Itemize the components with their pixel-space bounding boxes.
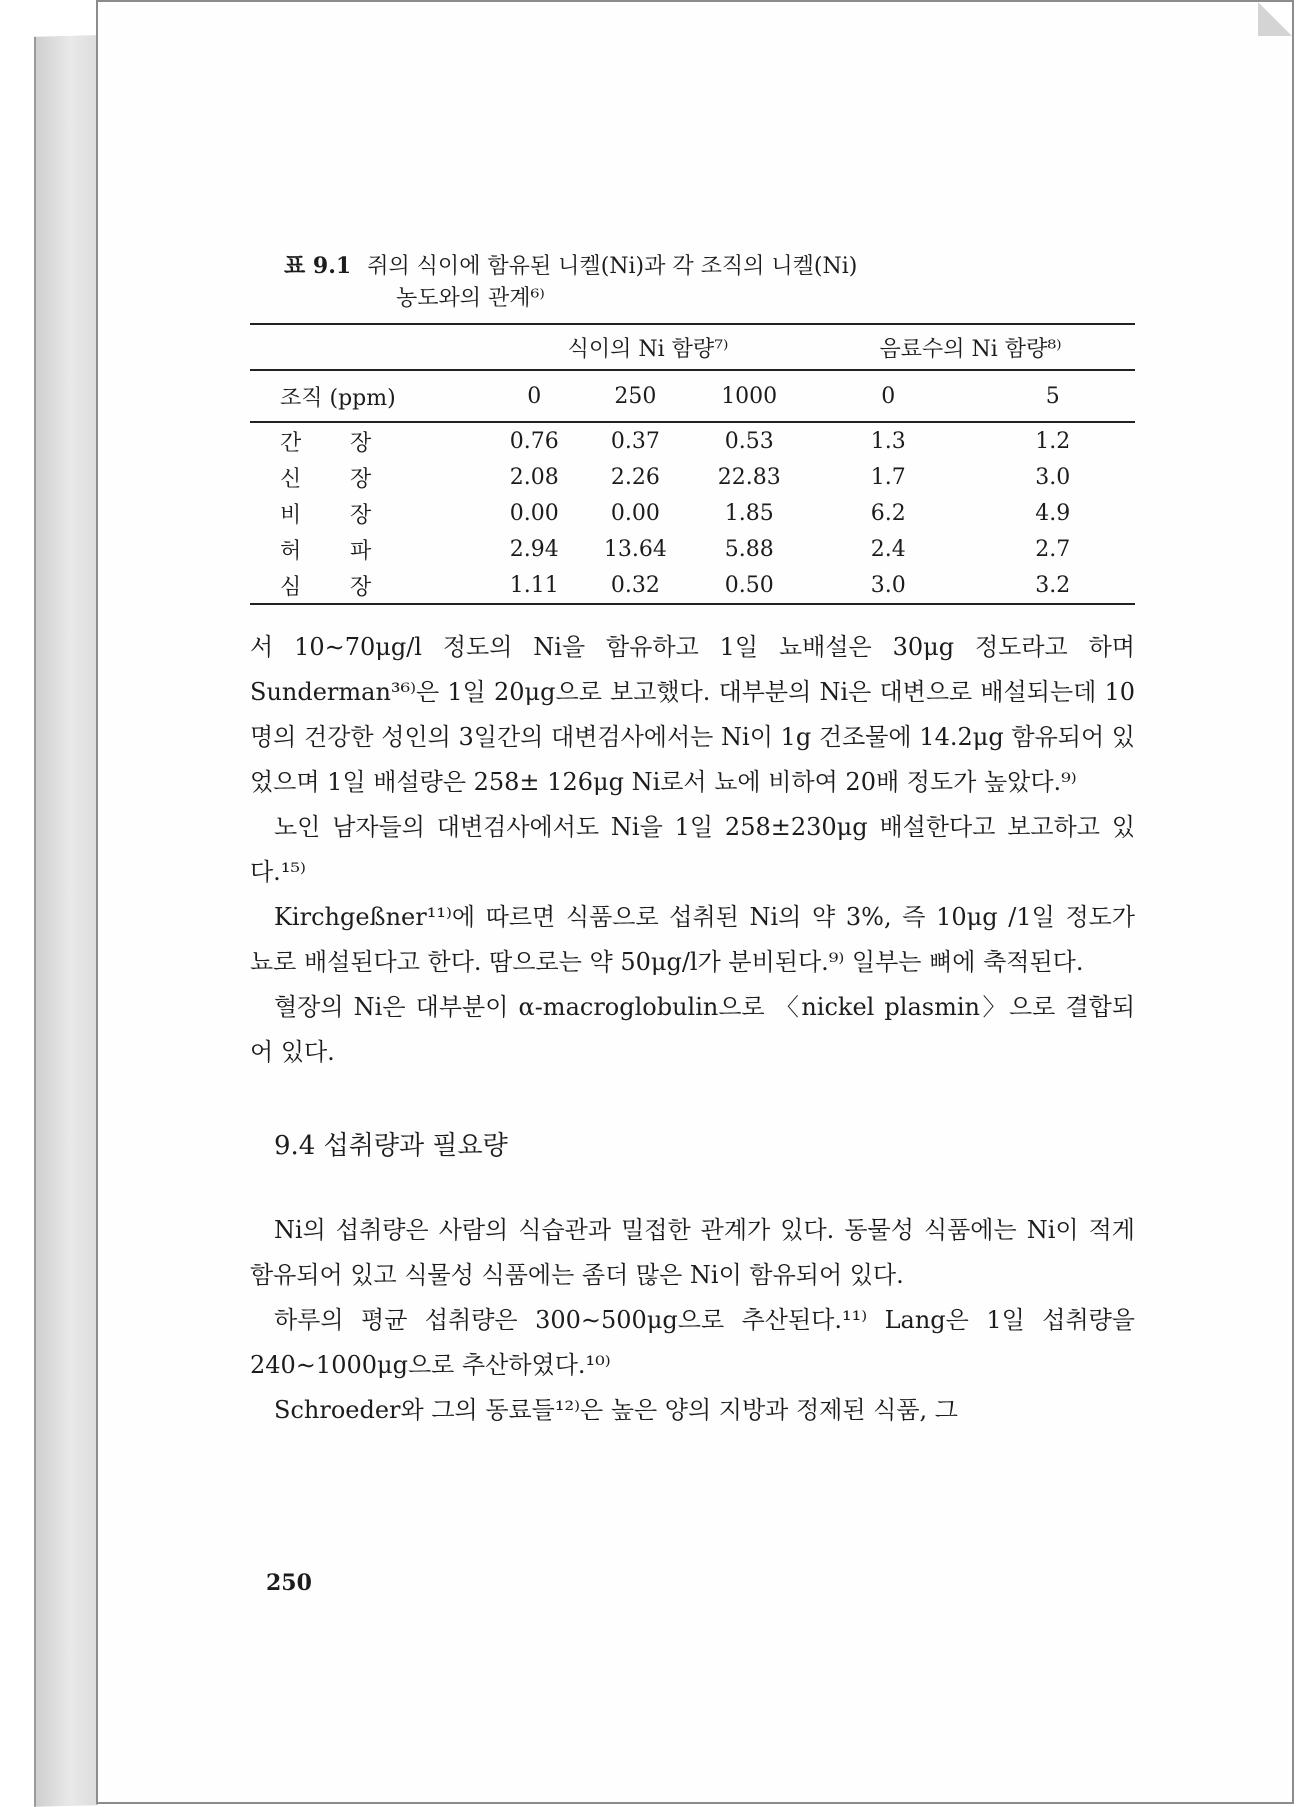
table-row (250, 531, 1135, 567)
paragraph: Ni의 섭취량은 사람의 식습관과 밀접한 관계가 있다. 동물성 식품에는 Ni이 적게 함유되어 있고 식물성 식품에는 좀더 많은 Ni이 함유되어 있다. (250, 1216, 1135, 1289)
table-cell: 1.7 (870, 464, 906, 490)
table-cell: 4.9 (1035, 500, 1071, 526)
table-cell: 3.2 (971, 567, 1135, 604)
table-cell: 0.00 (509, 500, 559, 526)
table-row (250, 422, 1135, 459)
table-cell: 2.94 (509, 536, 559, 562)
table-cell: 2.08 (509, 464, 559, 490)
nickel-table (250, 323, 1135, 605)
table-cell: 2.4 (870, 536, 906, 562)
page-corner-fold (1258, 2, 1292, 36)
body-text (250, 625, 1135, 1075)
tissue-name-part: 허 (280, 538, 302, 564)
column-header: 0 (806, 370, 970, 422)
table-cell: 2.26 (610, 464, 660, 490)
table-cell: 0.00 (610, 500, 660, 526)
tissue-name-part: 파 (350, 538, 372, 564)
section-heading: 9.4 섭취량과 필요량 (274, 1131, 508, 1161)
book-spine (34, 35, 98, 1807)
column-header: 250 (579, 370, 693, 422)
section-body-text (250, 1208, 1135, 1433)
page-content (250, 250, 1135, 1433)
table-cell: 1.85 (724, 500, 774, 526)
table-cell: 6.2 (870, 500, 906, 526)
tissue-name-part: 신 (280, 466, 302, 492)
table-group-header-row (250, 324, 1135, 370)
table-caption (284, 250, 1169, 315)
tissue-name-part: 비 (280, 502, 302, 528)
table-row (250, 459, 1135, 495)
tissue-name-part: 장 (350, 466, 372, 492)
table-row (250, 495, 1135, 531)
column-header: 5 (971, 370, 1135, 422)
group-diet-header: 식이의 Ni 함량⁷⁾ (490, 324, 806, 370)
table-cell: 3.0 (1035, 464, 1071, 490)
table-cell: 0.76 (509, 428, 559, 454)
page-number: 250 (266, 1570, 312, 1596)
table-cell: 1.11 (490, 567, 579, 604)
paragraph: 서 10∼70μg/l 정도의 Ni을 함유하고 1일 뇨배설은 30μg 정도라고 하며 Sunderman³⁶⁾은 1일 20μg으로 보고했다. 대부분의 Ni은 대변으로 배설되는데 10명의 건강한 성인의 3일간의 대변검사에서는 Ni이 1g 건조물에 14.2μg 함유되어 있었으며 1일 배설량은 258± 126μg Ni로서 뇨에 비하여 20배 정도가 높았다.⁹⁾ (250, 633, 1135, 796)
table-cell: 22.83 (717, 464, 781, 490)
tissue-name-part: 심 (250, 567, 350, 604)
table-cell: 0.32 (579, 567, 693, 604)
table-row (250, 567, 1135, 604)
table-caption-line2: 농도와의 관계⁶⁾ (396, 286, 545, 311)
table-cell: 3.0 (806, 567, 970, 604)
column-header: 0 (490, 370, 579, 422)
table-cell: 1.3 (870, 428, 906, 454)
table-cell: 0.37 (610, 428, 660, 454)
table-cell: 1.2 (1035, 428, 1071, 454)
table-cell: 0.53 (724, 428, 774, 454)
table-caption-line1: 쥐의 식이에 함유된 니켈(Ni)과 각 조직의 니켈(Ni) (367, 254, 858, 279)
tissue-name-part: 장 (350, 502, 372, 528)
tissue-header: 조직 (ppm) (250, 370, 490, 422)
table-cell: 0.50 (692, 567, 806, 604)
column-header: 1000 (692, 370, 806, 422)
tissue-name-part: 장 (350, 430, 372, 456)
tissue-name-part: 장 (350, 567, 490, 604)
group-water-header: 음료수의 Ni 함량⁸⁾ (806, 324, 1135, 370)
paragraph: 하루의 평균 섭취량은 300∼500μg으로 추산된다.¹¹⁾ Lang은 1일 섭취량을 240∼1000μg으로 추산하였다.¹⁰⁾ (250, 1306, 1135, 1379)
table-cell: 2.7 (1035, 536, 1071, 562)
tissue-name-part: 간 (280, 430, 302, 456)
table-caption-label: 표 9.1 (284, 253, 352, 279)
table-column-header-row (250, 370, 1135, 422)
table-cell: 13.64 (603, 536, 667, 562)
paragraph: Schroeder와 그의 동료들¹²⁾은 높은 양의 지방과 정제된 식품, 그 (274, 1396, 958, 1424)
paragraph: 혈장의 Ni은 대부분이 α-macroglobulin으로 〈nickel plasmin〉으로 결합되어 있다. (250, 993, 1135, 1066)
paragraph: Kirchgeßner¹¹⁾에 따르면 식품으로 섭취된 Ni의 약 3%, 즉 10μg /1일 정도가 뇨로 배설된다고 한다. 땀으로는 약 50μg/l가 분비된다.⁹⁾ 일부는 뼈에 축적된다. (250, 903, 1135, 976)
paragraph: 노인 남자들의 대변검사에서도 Ni을 1일 258±230μg 배설한다고 보고하고 있다.¹⁵⁾ (250, 813, 1135, 886)
table-cell: 5.88 (724, 536, 774, 562)
